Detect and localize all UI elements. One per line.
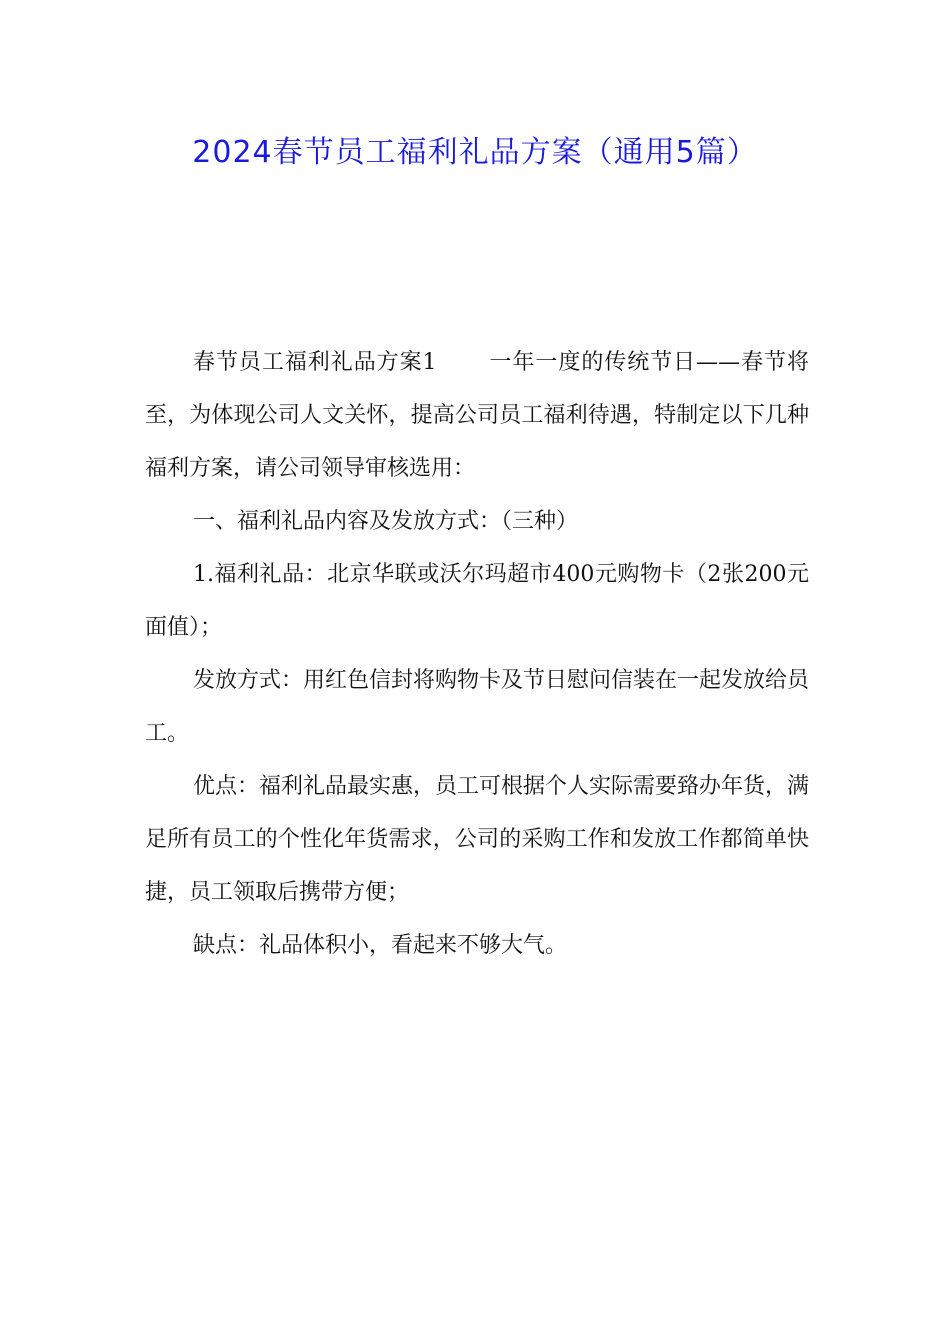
distribution-method-paragraph: 发放方式：用红色信封将购物卡及节日慰问信装在一起发放给员工。 bbox=[145, 668, 810, 746]
intro-paragraph bbox=[145, 336, 809, 495]
section-heading: 一、福利礼品内容及发放方式：（三种） bbox=[193, 509, 579, 534]
document-body bbox=[145, 336, 809, 972]
intro-heading: 春节员工福利礼品方案1 bbox=[193, 350, 437, 375]
paragraph-text: 一年一度的传统节日——春节将至，为体现公司人文关怀，提高公司员工福利待遇，特制定以下几种福利方案，请公司领导审核选用： bbox=[145, 350, 809, 481]
gift-item-paragraph: 1.福利礼品：北京华联或沃尔玛超市400元购物卡（2张200元面值）； bbox=[145, 562, 809, 640]
disadvantages-paragraph: 缺点：礼品体积小，看起来不够大气。 bbox=[193, 933, 568, 958]
document-title: 2024春节员工福利礼品方案（通用5篇） bbox=[192, 135, 758, 170]
advantages-paragraph: 优点：福利礼品最实惠，员工可根据个人实际需要臵办年货，满足所有员工的个性化年货需求，公司的采购工作和发放工作都简单快捷，员工领取后携带方便； bbox=[145, 774, 810, 905]
